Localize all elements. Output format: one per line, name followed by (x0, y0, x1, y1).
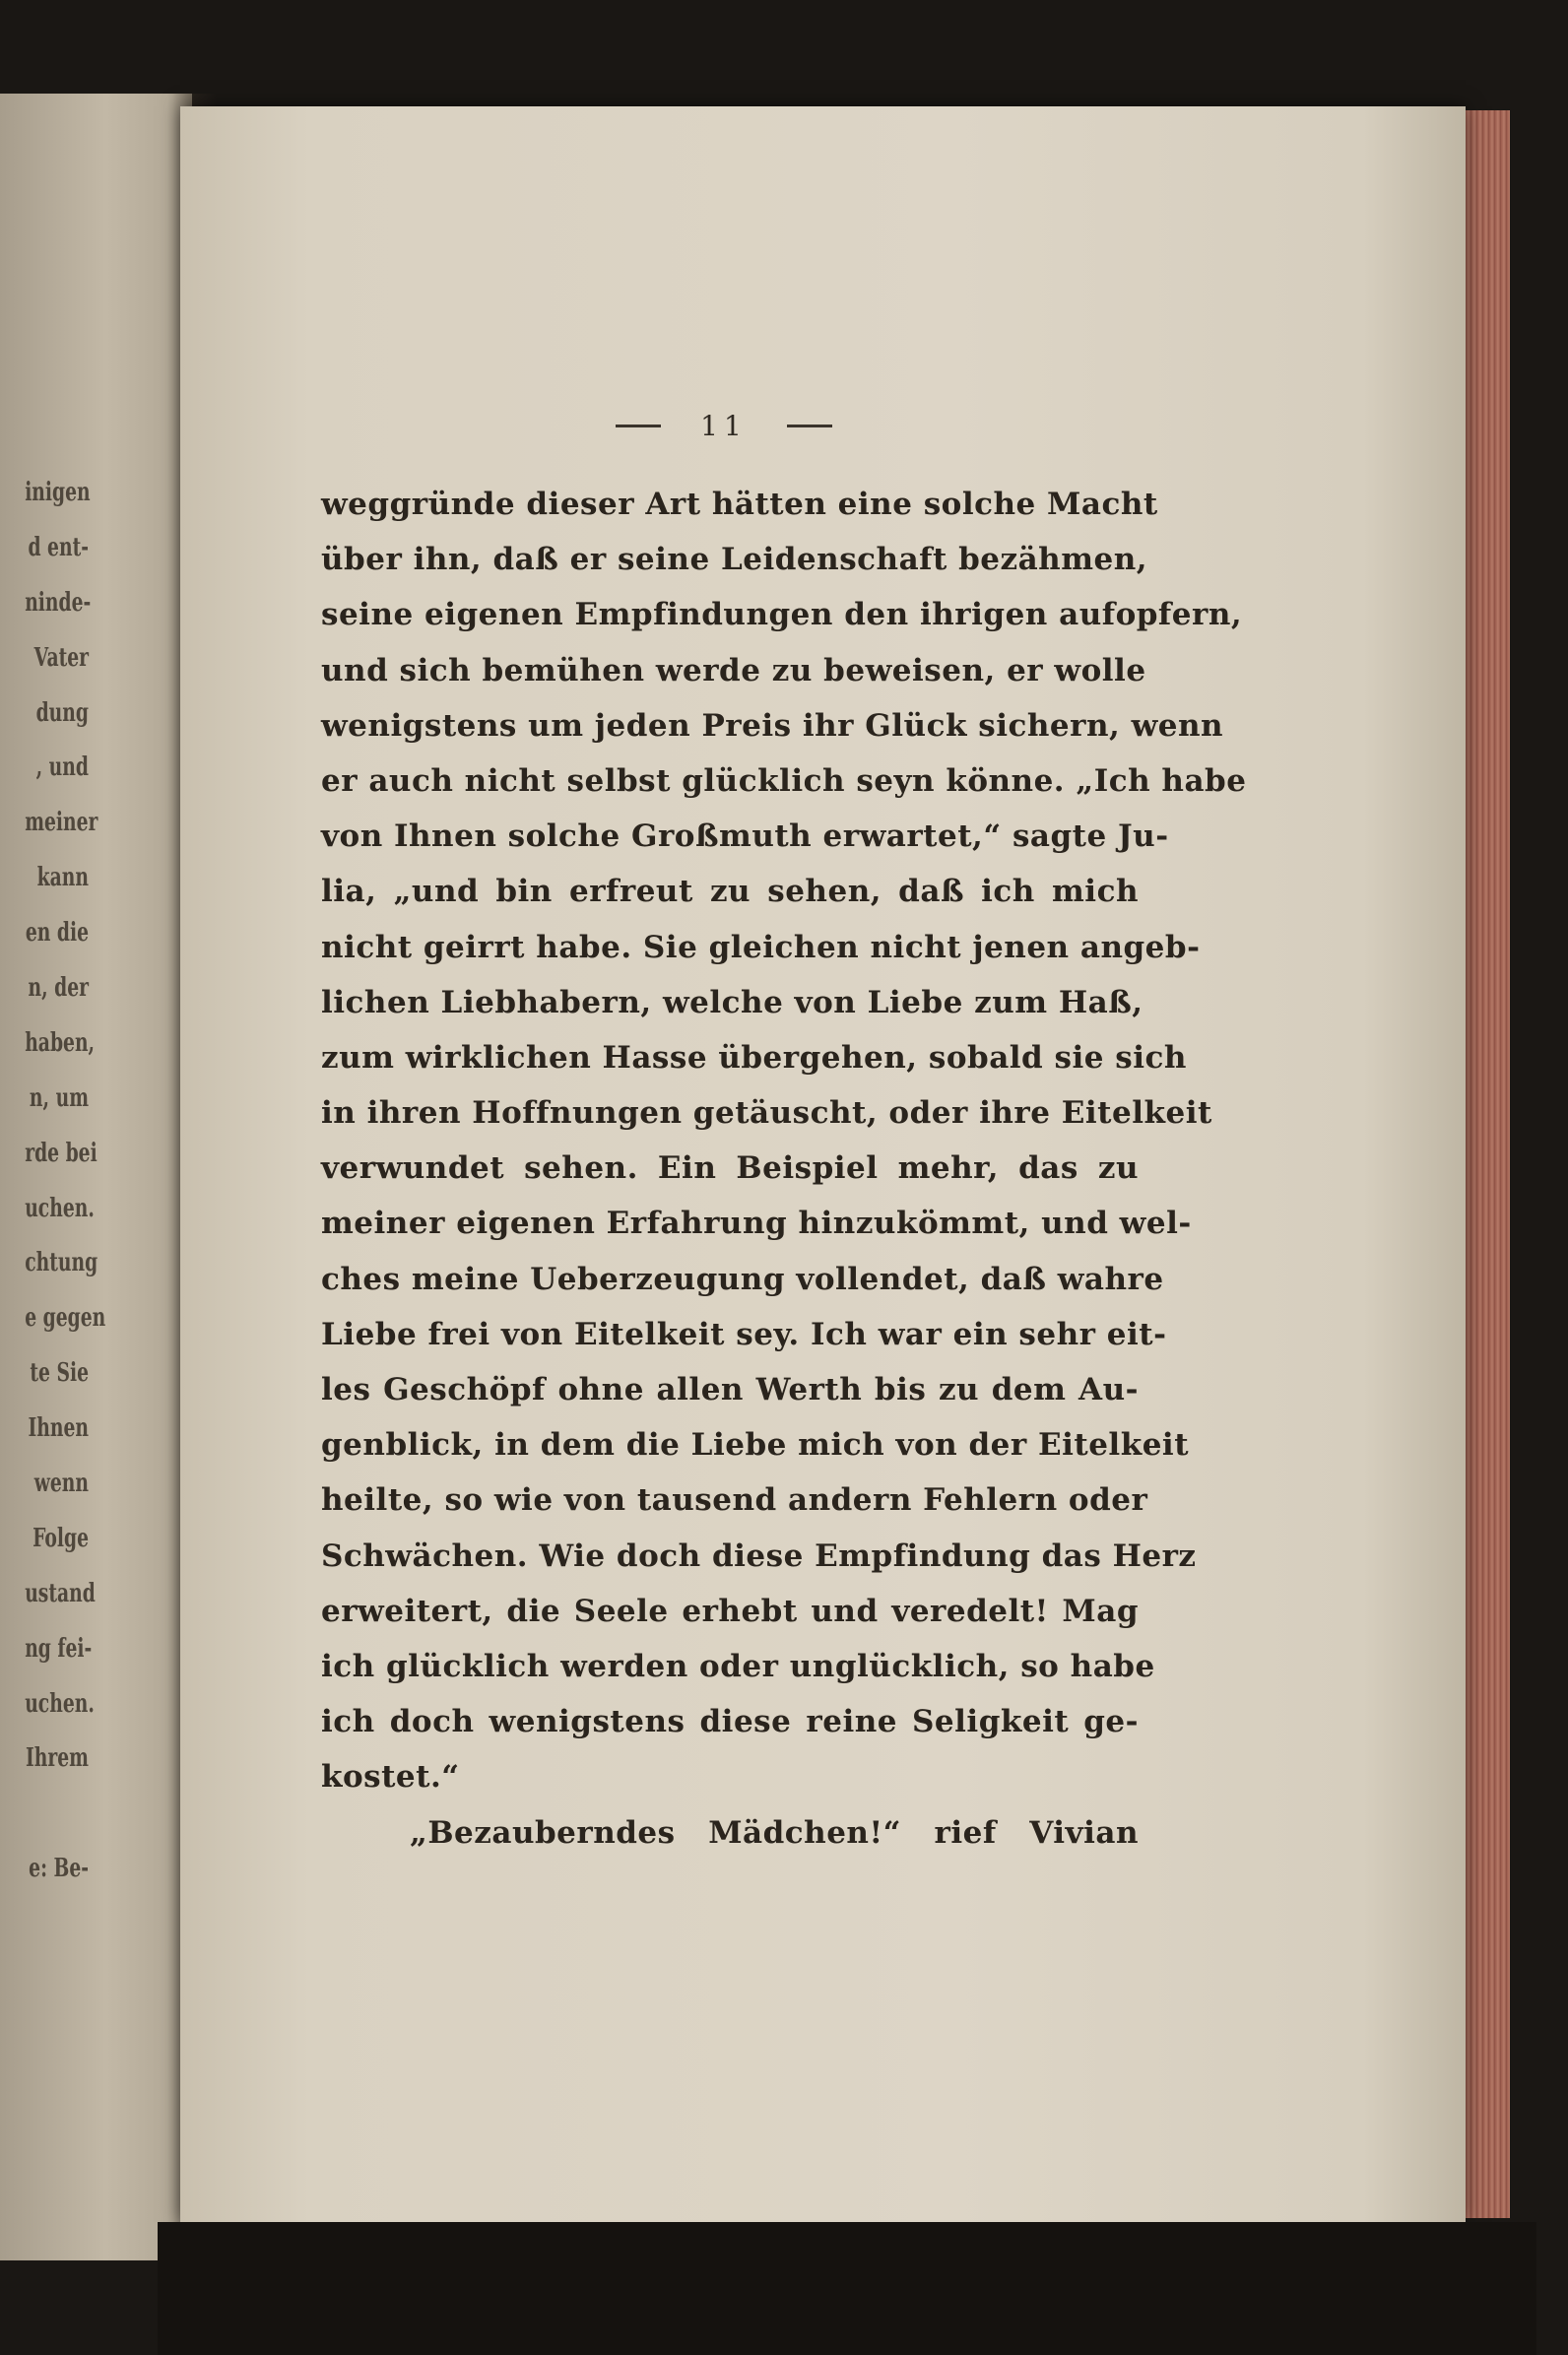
left-fragment: ustand (25, 1578, 96, 1608)
page-header (606, 406, 842, 445)
left-fragment: , und (35, 752, 89, 783)
left-fragment: te Sie (30, 1358, 89, 1389)
text-line: in ihren Hoffnungen getäuscht, oder ihre Eitelkeit (321, 1095, 1212, 1132)
text-line: nicht geirrt habe. Sie gleichen nicht jenen angeb- (321, 929, 1201, 965)
text-line: ches meine Ueberzeugung vollendet, daß wahre (321, 1261, 1164, 1297)
left-fragment: n, der (28, 973, 89, 1004)
left-fragment: uchen. (25, 1193, 95, 1223)
text-line: ich glücklich werden oder unglücklich, so habe (321, 1648, 1155, 1684)
bottom-shadow (158, 2222, 1536, 2355)
left-fragment: Folge (33, 1523, 89, 1553)
text-line: zum wirklichen Hasse übergehen, sobald sie sich (321, 1039, 1187, 1076)
left-fragment: Ihnen (28, 1413, 89, 1444)
text-line: und sich bemühen werde zu beweisen, er wolle (321, 652, 1146, 688)
left-fragment: Ihrem (26, 1743, 89, 1774)
left-fragment: uchen. (25, 1688, 95, 1719)
text-line: kostet.“ (321, 1759, 460, 1796)
left-fragment: inigen (25, 478, 91, 507)
left-fragment: e: Be- (29, 1854, 89, 1884)
text-line: seine eigenen Empfindungen den ihrigen aufopfern, (321, 597, 1243, 633)
left-fragment: meiner (25, 808, 98, 838)
text-line: erweitert, die Seele erhebt und veredelt! Mag (321, 1593, 1139, 1629)
text-line: les Geschöpf ohne allen Werth bis zu dem Au- (321, 1372, 1139, 1407)
text-line: lia, „und bin erfreut zu sehen, daß ich mich (321, 874, 1139, 910)
left-page (0, 94, 192, 2260)
text-line: über ihn, daß er seine Leidenschaft bezähmen, (321, 542, 1148, 578)
left-fragment: d ent- (28, 532, 89, 562)
left-fragment: rde bei (25, 1138, 98, 1168)
text-line: „Bezauberndes Mädchen!“ rief Vivian (410, 1814, 1139, 1851)
header-rule-right (787, 425, 832, 427)
text-line: heilte, so wie von tausend andern Fehlern oder (321, 1482, 1148, 1519)
text-line: ich doch wenigstens diese reine Seligkeit ge- (321, 1704, 1139, 1740)
left-fragment: n, um (29, 1082, 89, 1113)
left-fragment: Vater (33, 642, 89, 673)
left-fragment (25, 1787, 89, 1842)
text-line: wenigstens um jeden Preis ihr Glück sichern, wenn (321, 707, 1224, 744)
text-line: genblick, in dem die Liebe mich von der Eitelkeit (321, 1427, 1190, 1464)
left-fragment: haben, (25, 1027, 96, 1058)
left-fragment: e gegen (25, 1303, 106, 1334)
text-line: von Ihnen solche Großmuth erwartet,“ sagte Ju- (321, 818, 1169, 855)
text-line: Schwächen. Wie doch diese Empfindung das Herz (321, 1537, 1197, 1574)
left-fragment: ng fei- (25, 1633, 93, 1664)
header-rule-left (616, 425, 661, 427)
left-page-text-fragments (0, 466, 106, 1897)
left-fragment: chtung (25, 1248, 98, 1278)
text-line: meiner eigenen Erfahrung hinzukömmt, und wel- (321, 1206, 1192, 1242)
text-line: weggründe dieser Art hätten eine solche Macht (321, 487, 1158, 522)
left-fragment: ninde- (25, 587, 92, 618)
left-fragment: dung (35, 697, 89, 728)
left-fragment: en die (25, 918, 89, 949)
text-line: lichen Liebhabern, welche von Liebe zum Haß, (321, 984, 1143, 1020)
text-line: verwundet sehen. Ein Beispiel mehr, das zu (321, 1150, 1139, 1187)
left-fragment: wenn (33, 1469, 89, 1499)
page-edges (1466, 110, 1510, 2218)
text-line: er auch nicht selbst glücklich seyn könne. „Ich habe (321, 762, 1247, 799)
text-line: Liebe frei von Eitelkeit sey. Ich war ein sehr eit- (321, 1316, 1167, 1352)
page-number: 11 (700, 409, 748, 442)
body-text (321, 477, 1247, 1861)
left-fragment: kann (36, 863, 89, 893)
